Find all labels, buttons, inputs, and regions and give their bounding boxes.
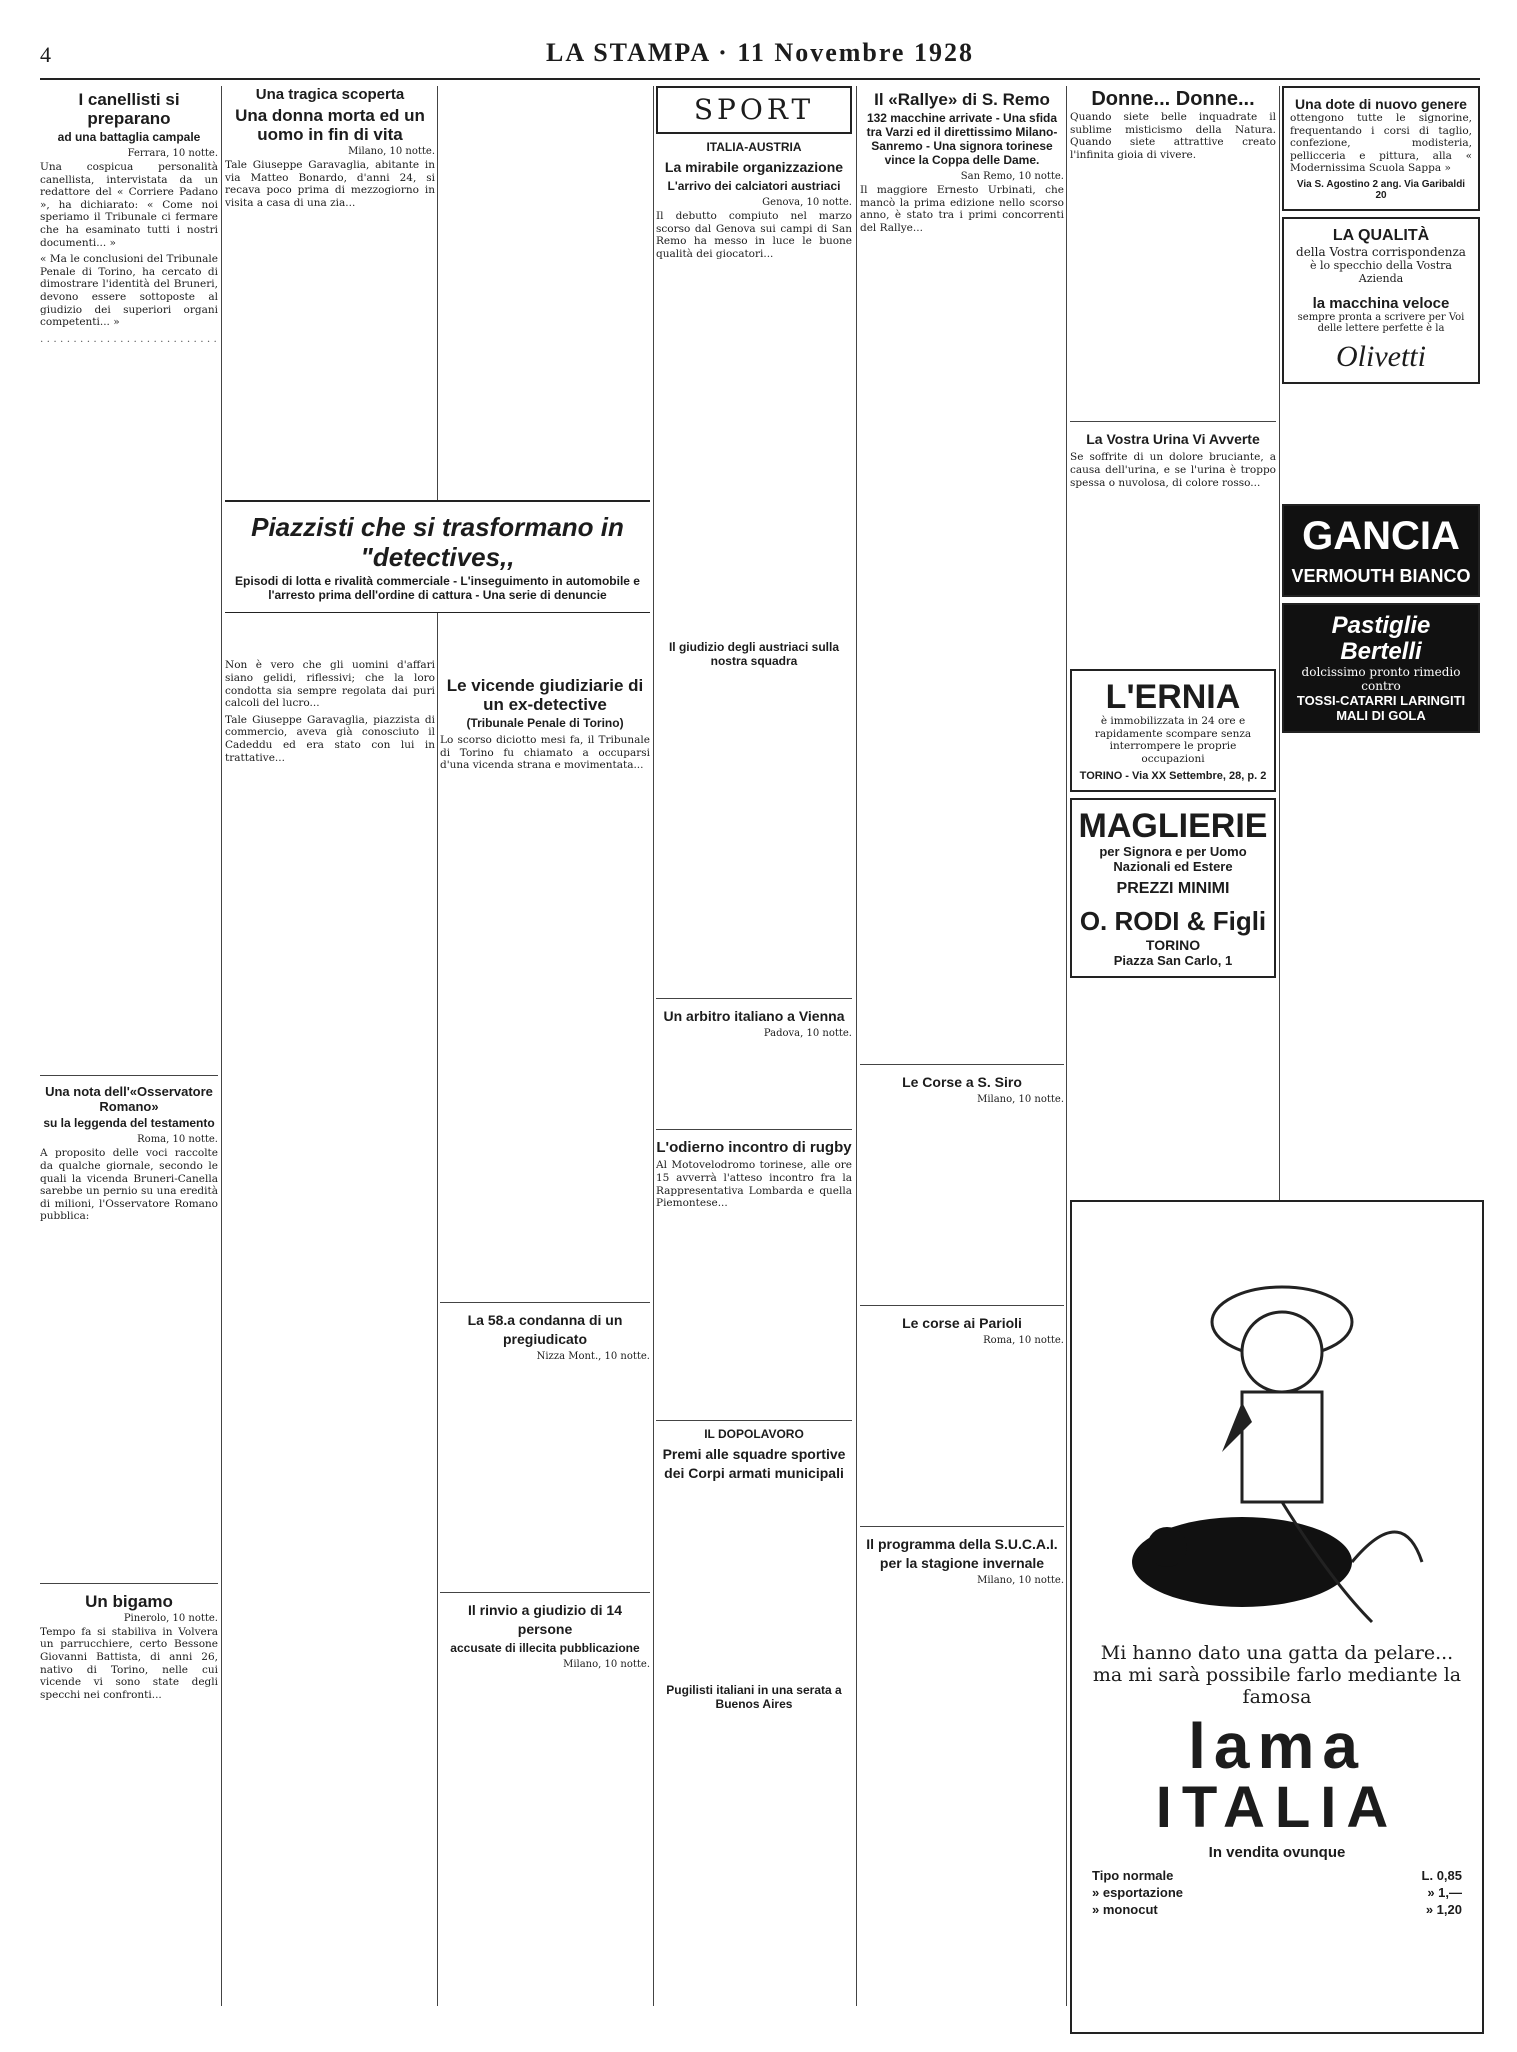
- dateline: Genova, 10 notte.: [762, 197, 852, 208]
- dateline: Milano, 10 notte.: [563, 1658, 650, 1670]
- article-title: Premi alle squadre sportive dei Corpi armati municipali: [662, 1445, 846, 1481]
- sport-header: [656, 86, 852, 134]
- column-3: [440, 86, 650, 2016]
- price-label: » monocut: [1092, 1902, 1158, 1917]
- illustration: [1072, 1202, 1482, 1642]
- ad-line: LA QUALITÀ: [1332, 226, 1430, 244]
- column-rule: [653, 86, 654, 2006]
- article-dopolavoro: [656, 1420, 852, 1711]
- price-row: [1072, 1867, 1482, 1884]
- column-rule: [1066, 86, 1067, 2006]
- article-subtitle: Episodi di lotta e rivalità commerciale - L'inseguimento in automobile e l'arresto prima dell'ordine di cattura - Una serie di denuncie: [235, 574, 640, 602]
- dateline: Roma, 10 notte.: [983, 1335, 1064, 1347]
- article-corse-parioli: [860, 1305, 1064, 1346]
- article-italia-austria: [656, 140, 852, 668]
- ad-sale: In vendita ovunque: [1208, 1844, 1346, 1861]
- article-body: Non è vero che gli uomini d'affari siano gelidi, riflessivi; che la loro condotta sia sempre regolata dai puri calcoli del lucro...: [225, 659, 435, 710]
- dateline: Ferrara, 10 notte.: [127, 148, 218, 159]
- article-body: Tempo fa si stabiliva in Volvera un parrucchiere, certo Bessone Giovanni Battista, di anni 26, nativo di Torino, nelle cui vicende vi sono state degli specchi nei confronti...: [40, 1625, 218, 1701]
- article-subtitle: su la leggenda del testamento: [43, 1116, 215, 1131]
- article-title: Una nota dell'«Osservatore Romano»: [45, 1084, 213, 1115]
- ad-brand: Olivetti: [1336, 339, 1426, 373]
- article-body: « Ma le conclusioni del Tribunale Penale di Torino, ha cercato di dimostrare l'identità del Bruneri, devono essere sottoposte al giudizio dei superiori organi competenti... »: [40, 253, 218, 329]
- ad-company: O. RODI & Figli: [1079, 905, 1267, 936]
- column-rule: [221, 86, 222, 2006]
- price-value: L. 0,85: [1421, 1868, 1462, 1883]
- article-body: Il maggiore Ernesto Urbinati, che mancò la prima edizione nello scorso anno, è stato tra i primi concorrenti del Rallye...: [860, 184, 1064, 234]
- ad-city: TORINO: [1145, 936, 1201, 953]
- ad-brand: Pastiglie Bertelli: [1331, 611, 1431, 665]
- ad-line: PREZZI MINIMI: [1116, 879, 1230, 897]
- ad-brand: GANCIA: [1302, 513, 1460, 558]
- ad-address: Piazza San Carlo, 1: [1113, 952, 1233, 968]
- ad-line: della Vostra corrispondenza: [1296, 244, 1466, 259]
- woman-cat-illustration: [1072, 1202, 1482, 1642]
- dateline: Pinerolo, 10 notte.: [123, 1612, 218, 1624]
- ad-contact: TORINO - Via XX Settembre, 28, p. 2: [1079, 769, 1267, 782]
- column-4: [656, 86, 852, 2016]
- article-title: Il «Rallye» di S. Remo: [874, 90, 1050, 109]
- ad-donne: [1070, 90, 1276, 161]
- ad-lama-italia: [1070, 1200, 1484, 2034]
- article-subtitle: (Tribunale Penale di Torino): [466, 716, 624, 730]
- dateline: Milano, 10 notte.: [977, 1094, 1064, 1106]
- ad-brand: L'ERNIA: [1105, 678, 1241, 717]
- article-piazzisti-body: [225, 659, 435, 764]
- article-condanna: [440, 1302, 650, 1362]
- article-rugby: [656, 1129, 852, 1209]
- ad-bertelli: [1282, 603, 1480, 733]
- ad-ernia: [1070, 669, 1276, 791]
- article-title: Il rinvio a giudizio di 14 persone: [467, 1601, 623, 1637]
- ad-brand: lama: [1188, 1710, 1366, 1782]
- article-tragica: [225, 88, 435, 209]
- article-kicker: Una tragica scoperta: [255, 86, 405, 103]
- price-value: » 1,—: [1427, 1885, 1462, 1900]
- ad-line: Nazionali ed Estere: [1113, 858, 1233, 874]
- article-canellisti: I canellisti si preparano ad una battaglia campale Ferrara, 10 notte. Una cospicua personalità canellista, intervistata da un redattore del « Corriere Padano », ha dichiarato: « Come noi speriamo il Tribunale ci fermare che ha esaminato tutti i nostri documenti... » « Ma le conclusioni del Tribunale Penale di Torino, ha cercato di dimostrare l'identità del Bruneri, devono essere sottoposte al giudizio dei superiori organi competenti... » . . . . . . . . . . . . . . . . . . . . . . . . . . .: [40, 90, 218, 345]
- article-corse-siro: [860, 1064, 1064, 1105]
- price-label: » esportazione: [1092, 1885, 1184, 1900]
- article-body: Tale Giuseppe Garavaglia, abitante in via Matteo Bonardo, d'anni 24, si recava poco prima di mezzogiorno in visita a casa di una zia...: [225, 159, 435, 209]
- article-subtitle: 132 macchine arrivate - Una sfida tra Varzi ed il direttissimo Milano-Sanremo - Una signora torinese vince la Coppa delle Dame.: [866, 111, 1058, 167]
- article-kicker: ITALIA-AUSTRIA: [706, 140, 802, 154]
- article-title: La 58.a condanna di un pregiudicato: [467, 1311, 623, 1347]
- article-bigamo: [40, 1583, 218, 1702]
- ad-body: è immobilizzata in 24 ore e rapidamente scompare senza interrompere le proprie occupazioni: [1094, 715, 1252, 765]
- column-rule: [437, 86, 438, 2006]
- article-arbitro: [656, 998, 852, 1039]
- dateline: Roma, 10 notte.: [137, 1134, 218, 1146]
- column-2: [225, 86, 435, 2016]
- ad-title: La Vostra Urina Vi Avverte: [1086, 431, 1260, 448]
- ad-brand: ITALIA: [1155, 1775, 1399, 1840]
- ad-line: dolcissimo pronto rimedio contro: [1301, 664, 1461, 693]
- ad-caption: Mi hanno dato una gatta da pelare... ma mi sarà possibile farlo mediante la famosa: [1092, 1642, 1462, 1708]
- ad-line: la macchina veloce: [1312, 294, 1450, 312]
- article-subtitle: Pugilisti italiani in una serata a Buenos Aires: [666, 1682, 842, 1711]
- ad-body: ottengono tutte le signorine, frequentando i corsi di taglio, confezione, modisteria, pellicceria e pittura, alla « Modernissima Scuola Sappa »: [1290, 112, 1472, 175]
- caption: [1072, 1642, 1482, 1708]
- article-title: Le corse ai Parioli: [902, 1315, 1022, 1332]
- ad-line: per Signora e per Uomo: [1099, 843, 1247, 859]
- ad-maglierie: [1070, 798, 1276, 978]
- article-title: Le vicende giudiziarie di un ex-detective: [446, 676, 644, 714]
- article-subtitle: ad una battaglia campale: [57, 130, 201, 144]
- ad-dote: [1282, 86, 1480, 211]
- price-row: [1072, 1901, 1482, 1918]
- article-sucai: [860, 1526, 1064, 1586]
- article-body: Una cospicua personalità canellista, intervistata da un redattore del « Corriere Padano », ha dichiarato: « Come noi speriamo il Tribunale ci fermare che ha esaminato tutti i nostri documenti... »: [40, 161, 218, 249]
- dateline: Milano, 10 notte.: [977, 1575, 1064, 1587]
- article-subtitle: accusate di illecita pubblicazione: [450, 1640, 640, 1655]
- ad-body: Quando siete belle inquadrate il sublime misticismo della Natura. Quando siete attrattive creato l'infinita gioia di vivere.: [1070, 111, 1276, 161]
- paper-title: LA STAMPA · 11 Novembre 1928: [546, 38, 974, 67]
- ad-gancia: [1282, 504, 1480, 597]
- ad-line: è lo specchio della Vostra Azienda: [1310, 258, 1452, 285]
- article-subtitle: L'arrivo dei calciatori austriaci: [667, 179, 841, 193]
- ad-urina: [1070, 421, 1276, 489]
- article-title: Un arbitro italiano a Vienna: [663, 1008, 845, 1025]
- article-body: Lo scorso diciotto mesi fa, il Tribunale di Torino fu chiamato a occuparsi d'una vicenda strana e movimentata...: [440, 734, 650, 772]
- article-kicker: IL DOPOLAVORO: [704, 1426, 804, 1441]
- article-title: Il programma della S.U.C.A.I. per la stagione invernale: [866, 1536, 1058, 1572]
- article-subhead: Il giudizio degli austriaci sulla nostra squadra: [668, 640, 840, 669]
- ad-olivetti: [1282, 217, 1480, 384]
- price-label: Tipo normale: [1092, 1868, 1174, 1883]
- price-value: » 1,20: [1425, 1902, 1462, 1917]
- headline-piazzisti: [225, 500, 650, 613]
- article-vicende: [440, 676, 650, 772]
- article-osservatore: [40, 1075, 218, 1223]
- dateline: San Remo, 10 notte.: [960, 171, 1064, 182]
- dateline: Padova, 10 notte.: [763, 1028, 852, 1040]
- article-title: Un bigamo: [85, 1591, 173, 1611]
- ad-brand: MAGLIERIE: [1078, 806, 1268, 845]
- article-title: I canellisti si preparano: [78, 90, 180, 128]
- article-body: Il debutto compiuto nel marzo scorso dal Genova sui campi di San Remo ha messo in luce le buone qualità dei giocatori...: [656, 210, 852, 260]
- article-rinvio: [440, 1592, 650, 1670]
- ad-body: Se soffrite di un dolore bruciante, a causa dell'urina, e se l'urina è troppo spessa o nuvolosa, di colore rosso...: [1070, 451, 1276, 489]
- article-body: Tale Giuseppe Garavaglia, piazzista di commercio, aveva già conosciuto il Cadeddu ed era stato con lui in trattative...: [225, 713, 435, 764]
- page-number: 4: [40, 42, 51, 67]
- ad-product: VERMOUTH BIANCO: [1291, 565, 1471, 586]
- article-body: A proposito delle voci raccolte da qualche giornale, secondo le quali la vicenda Bruneri-Canella sarebbe un pernio su una eredità di milioni, l'Osservatore Romano pubblica:: [40, 1147, 218, 1223]
- ad-title: Una dote di nuovo genere: [1295, 96, 1467, 112]
- article-title: L'odierno incontro di rugby: [656, 1139, 852, 1157]
- article-title: Piazzisti che si trasformano in "detectives,,: [251, 512, 624, 572]
- ad-title: Donne... Donne...: [1091, 88, 1255, 110]
- ad-line: TOSSI-CATARRI LARINGITI MALI DI GOLA: [1296, 692, 1466, 723]
- column-5: [860, 86, 1064, 2016]
- article-rallye: [860, 90, 1064, 234]
- column-1: [40, 86, 218, 2016]
- ad-address: Via S. Agostino 2 ang. Via Garibaldi 20: [1296, 178, 1466, 201]
- column-rule: [856, 86, 857, 2006]
- article-body: Al Motovelodromo torinese, alle ore 15 avverrà l'atteso incontro fra la Rappresentativa Lombarda e quella Piemontese...: [656, 1159, 852, 1210]
- dateline: Milano, 10 notte.: [348, 146, 435, 157]
- section-title: SPORT: [693, 93, 815, 126]
- article-title: La mirabile organizzazione: [664, 159, 844, 175]
- dateline: Nizza Mont., 10 notte.: [536, 1350, 650, 1362]
- price-row: [1072, 1884, 1482, 1901]
- masthead: [40, 30, 1480, 80]
- article-title: Una donna morta ed un uomo in fin di vita: [235, 106, 425, 144]
- article-title: Le Corse a S. Siro: [902, 1074, 1022, 1091]
- ad-line: sempre pronta a scrivere per Voi delle lettere perfette è la: [1297, 311, 1465, 334]
